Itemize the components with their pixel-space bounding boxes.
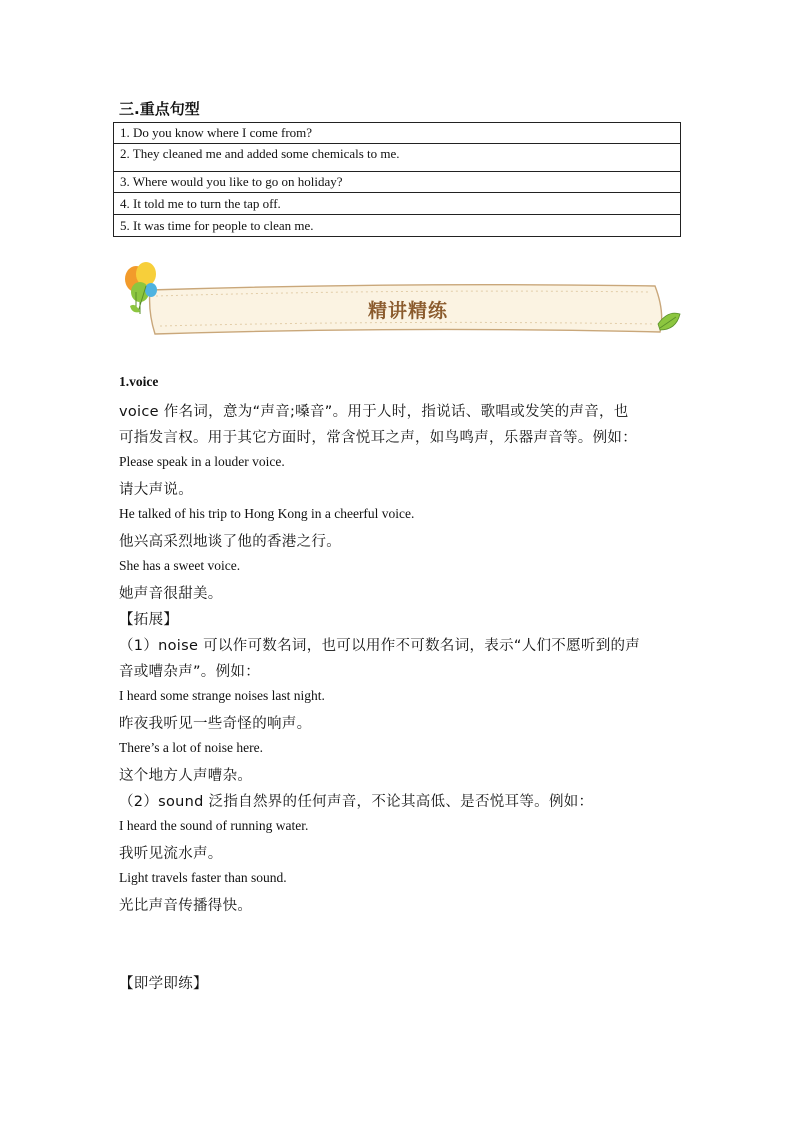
example-chinese: 我听见流水声。	[119, 846, 223, 862]
lesson-heading: 1.voice	[119, 374, 159, 389]
table-row	[114, 144, 681, 172]
example-english: She has a sweet voice.	[119, 558, 241, 573]
paragraph-line: （2）sound 泛指自然界的任何声音，不论其高低、是否悦耳等。例如：	[119, 794, 594, 810]
table-row	[114, 193, 681, 215]
key-sentences-table	[113, 122, 681, 237]
example-english: I heard the sound of running water.	[119, 818, 309, 833]
table-row	[114, 172, 681, 193]
paragraph-line: 音或嘈杂声”。例如：	[119, 664, 261, 680]
section-title: 三.重点句型	[119, 100, 200, 118]
banner-title: 精讲精练	[368, 300, 449, 322]
example-english: Please speak in a louder voice.	[119, 454, 285, 469]
expand-label: 【拓展】	[119, 612, 179, 628]
example-chinese: 光比声音传播得快。	[119, 898, 253, 914]
example-english: There’s a lot of noise here.	[119, 740, 263, 755]
paragraph-line: （1）noise 可以作可数名词，也可以用作不可数名词，表示“人们不愿听到的声	[119, 638, 641, 654]
table-row	[114, 123, 681, 144]
example-chinese: 昨夜我听见一些奇怪的响声。	[119, 716, 312, 732]
example-english: He talked of his trip to Hong Kong in a cheerful voice.	[119, 506, 415, 521]
sentence-cell: 1. Do you know where I come from?	[114, 123, 681, 144]
example-english: Light travels faster than sound.	[119, 870, 287, 885]
sentence-cell: 4. It told me to turn the tap off.	[114, 193, 681, 215]
example-english: I heard some strange noises last night.	[119, 688, 325, 703]
table-row	[114, 215, 681, 237]
intro-line: voice 作名词，意为“声音;嗓音”。用于人时，指说话、歌唱或发笑的声音，也	[119, 404, 629, 420]
intro-line: 可指发言权。用于其它方面时，常含悦耳之声，如鸟鸣声，乐器声音等。例如：	[119, 430, 637, 446]
example-chinese: 她声音很甜美。	[119, 586, 223, 602]
example-chinese: 这个地方人声嘈杂。	[119, 768, 253, 784]
sentence-cell: 3. Where would you like to go on holiday?	[114, 172, 681, 193]
example-chinese: 他兴高采烈地谈了他的香港之行。	[119, 534, 341, 550]
practice-label: 【即学即练】	[119, 976, 208, 992]
sentence-cell: 5. It was time for people to clean me.	[114, 215, 681, 237]
example-chinese: 请大声说。	[119, 482, 193, 498]
sentence-cell: 2. They cleaned me and added some chemicals to me.	[114, 144, 681, 172]
